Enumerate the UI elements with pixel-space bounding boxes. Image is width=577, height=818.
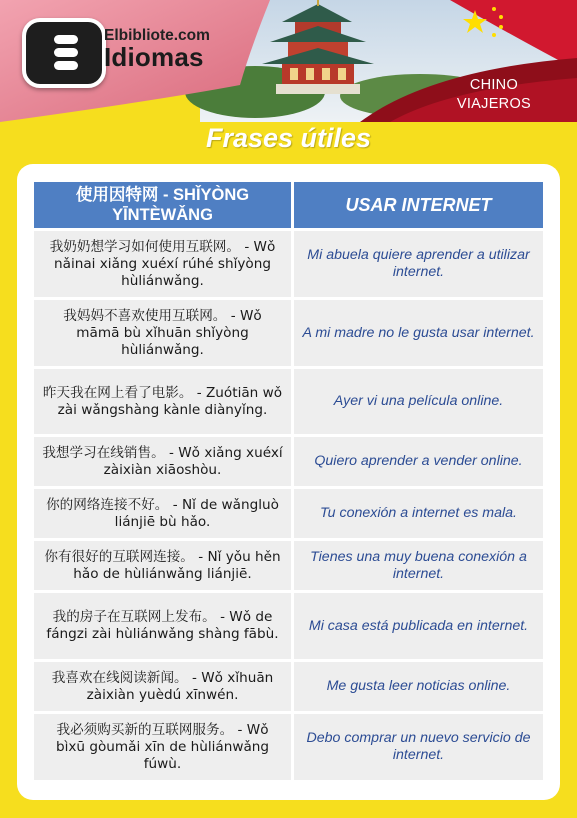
section-title: Frases útiles	[205, 123, 372, 153]
phrase-spanish: Tienes una muy buena conexión a internet.	[294, 541, 543, 590]
header-chinese: 使用因特网 - SHǏYÒNG YĪNTÈWǍNG	[34, 182, 291, 228]
phrase-spanish: Quiero aprender a vender online.	[294, 437, 543, 486]
phrase-chinese: 昨天我在网上看了电影。 - Zuótiān wǒ zài wǎngshàng kànle diànyǐng.	[34, 369, 291, 434]
brand-site: Elbibliote.com	[104, 27, 210, 44]
brand-title: Idiomas	[104, 42, 204, 72]
table-header-row	[34, 182, 543, 228]
phrases-table	[31, 179, 546, 783]
table-row	[34, 437, 543, 486]
phrase-spanish: Tu conexión a internet es mala.	[294, 489, 543, 538]
table-row	[34, 489, 543, 538]
table-row	[34, 714, 543, 780]
phrase-chinese: 我的房子在互联网上发布。 - Wǒ de fángzi zài hùliánwǎng shàng fābù.	[34, 593, 291, 659]
page-header	[0, 0, 577, 122]
phrase-spanish: Mi casa está publicada en internet.	[294, 593, 543, 659]
level-label	[457, 76, 531, 114]
phrase-chinese: 我奶奶想学习如何使用互联网。 - Wǒ nǎinai xiǎng xuéxí rúhé shǐyòng hùliánwǎng.	[34, 231, 291, 297]
phrases-card	[17, 164, 560, 800]
table-row	[34, 300, 543, 366]
level-audience: VIAJEROS	[456, 96, 531, 112]
phrase-spanish: Ayer vi una película online.	[294, 369, 543, 434]
table-row	[34, 369, 543, 434]
phrase-chinese: 你的网络连接不好。 - Nǐ de wǎngluò liánjiē bù hǎo.	[34, 489, 291, 538]
header-spanish: USAR INTERNET	[294, 182, 543, 228]
phrase-chinese: 你有很好的互联网连接。 - Nǐ yǒu hěn hǎo de hùliánwǎng liánjiē.	[34, 541, 291, 590]
phrase-chinese: 我想学习在线销售。 - Wǒ xiǎng xuéxí zàixiàn xiāoshòu.	[34, 437, 291, 486]
table-row	[34, 662, 543, 711]
phrase-spanish: Me gusta leer noticias online.	[294, 662, 543, 711]
phrase-chinese: 我必须购买新的互联网服务。 - Wǒ bìxū gòumǎi xīn de hùliánwǎng fúwù.	[34, 714, 291, 780]
phrase-chinese: 我喜欢在线阅读新闻。 - Wǒ xǐhuān zàixiàn yuèdú xīnwén.	[34, 662, 291, 711]
phrase-spanish: A mi madre no le gusta usar internet.	[294, 300, 543, 366]
table-row	[34, 231, 543, 297]
table-row	[34, 541, 543, 590]
phrase-spanish: Debo comprar un nuevo servicio de internet.	[294, 714, 543, 780]
phrase-chinese: 我妈妈不喜欢使用互联网。 - Wǒ māmā bù xǐhuān shǐyòng hùliánwǎng.	[34, 300, 291, 366]
speech-bubble-list-icon	[22, 18, 106, 88]
phrase-spanish: Mi abuela quiere aprender a utilizar internet.	[294, 231, 543, 297]
level-language: CHINO	[469, 77, 519, 93]
table-row	[34, 593, 543, 659]
